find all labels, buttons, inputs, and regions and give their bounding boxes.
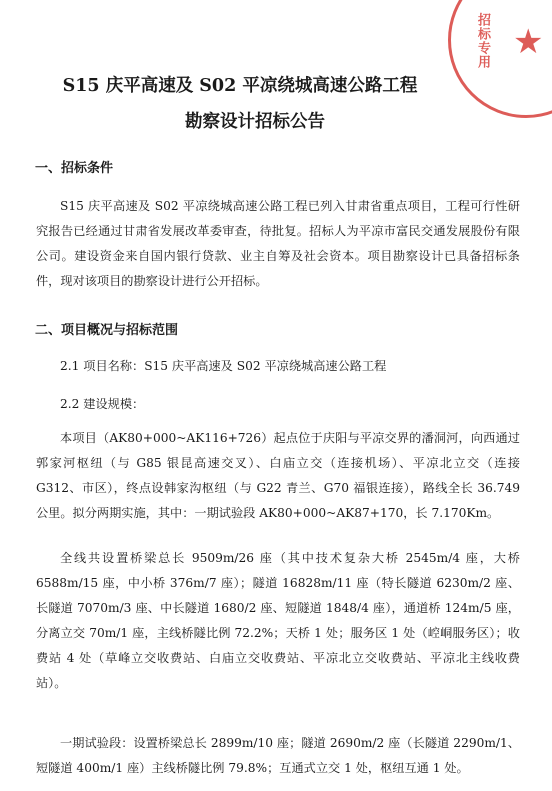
item-2-1-project-name: 2.1 项目名称：S15 庆平高速及 S02 平凉绕城高速公路工程 xyxy=(60,359,387,373)
section1-heading: 一、招标条件 xyxy=(35,161,114,176)
seal-star-icon: ★ xyxy=(513,22,544,62)
section2-heading: 二、项目概况与招标范围 xyxy=(35,323,179,338)
section1-paragraph: S15 庆平高速及 S02 平凉绕城高速公路工程已列入甘肃省重点项目，工程可行性研究报告已经通过甘肃省发展改革委审查，待批复。招标人为平凉市富民交通发展股份有限公司。建设资金来自国内银行贷款、业主自筹及社会资本。项目勘察设计已具备招标条件，现对该项目的勘察设计进行公开招标。 xyxy=(36,199,520,288)
scope-paragraph: 本项目（AK80+000~AK116+726）起点位于庆阳与平凉交界的潘洞河，向西通过郭家河枢纽（与 G85 银昆高速交叉）、白庙立交（连接机场）、平凉北立交（连接 G312、市区），终点设韩家沟枢纽（与 G22 青兰、G70 福银连接），路线全长 36.749 公里。拟分两期实施，其中：一期试验段 AK80+000~AK87+170，长 7.170Km。 xyxy=(36,431,520,520)
doc-title-line1: S15 庆平高速及 S02 平凉绕城高速公路工程 xyxy=(62,76,418,96)
bridges-tunnels-paragraph: 全线共设置桥梁总长 9509m/26 座（其中技术复杂大桥 2545m/4 座，大桥 6588m/15 座，中小桥 376m/7 座）；隧道 16828m/11 座（特长隧道 6230m/2 座、长隧道 7070m/3 座、中长隧道 1680/2 座、短隧道 1848/4 座），通道桥 124m/5 座，分离立交 70m/1 座，主线桥隧比例 72.2%；天桥 1 处；服务区 1 处（崆峒服务区）；收费站 4 处（草峰立交收费站、白庙立交收费站、平凉北立交收费站、平凉北主线收费站）。 xyxy=(36,551,520,690)
item-2-2-scale-label: 2.2 建设规模： xyxy=(60,397,145,411)
phase1-paragraph: 一期试验段：设置桥梁总长 2899m/10 座；隧道 2690m/2 座（长隧道 2290m/1、短隧道 400m/1 座）主线桥隧比例 79.8%；互通式立交 1 处，枢纽互通 1 处。 xyxy=(36,736,520,775)
company-seal-stamp xyxy=(448,0,552,118)
seal-text-left: 招标专用 xyxy=(475,13,490,69)
doc-title-line2: 勘察设计招标公告 xyxy=(185,112,325,132)
